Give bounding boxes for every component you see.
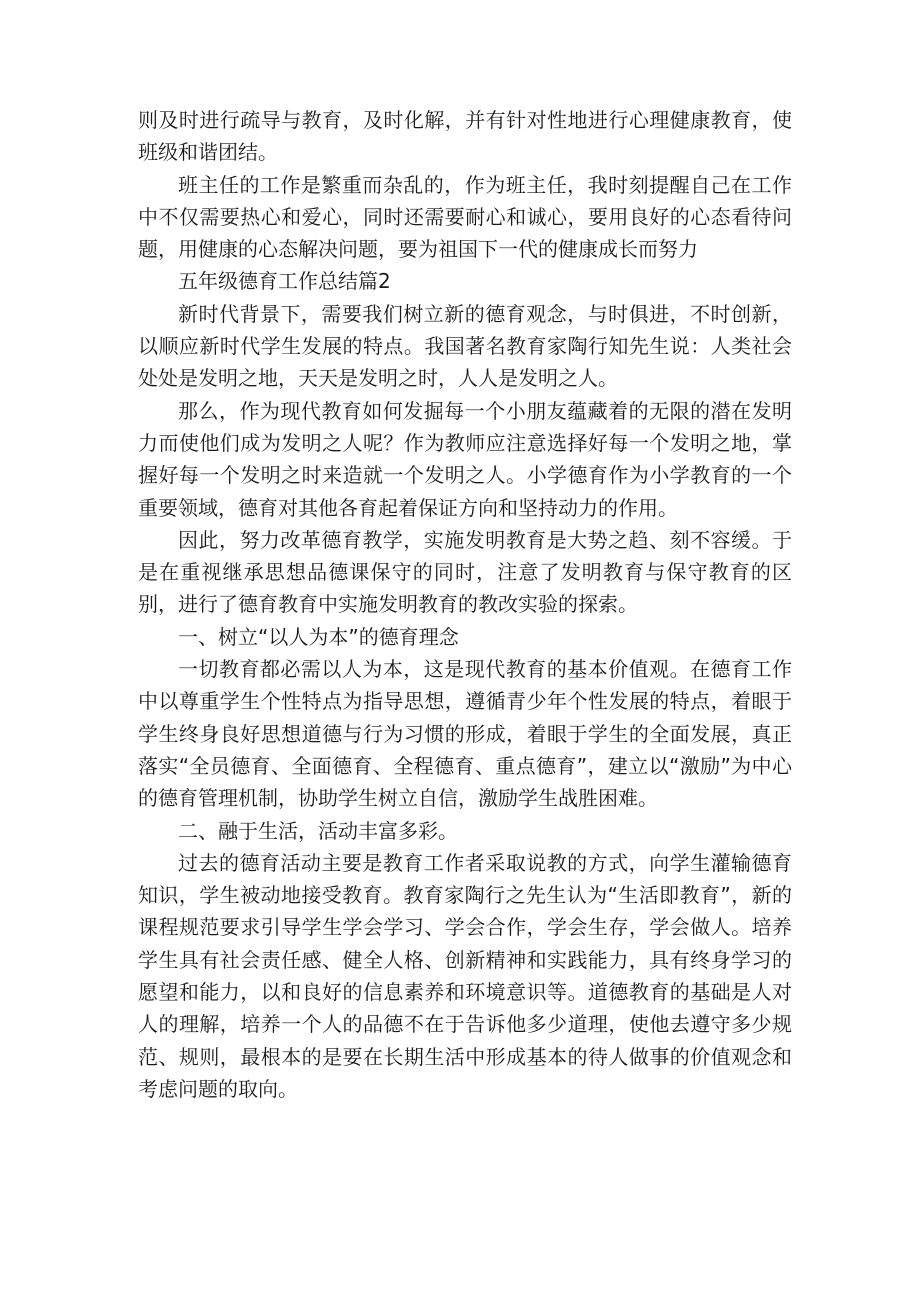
heading-life-activities: 二、融于生活，活动丰富多彩。 bbox=[178, 818, 458, 843]
document-page bbox=[138, 104, 792, 1105]
section-title: 五年级德育工作总结篇2 bbox=[178, 269, 391, 294]
paragraph-life-activities: 过去的德育活动主要是教育工作者采取说教的方式，向学生灌输德育知识，学生被动地接受教育。教育家陶行之先生认为“生活即教育”，新的课程规范要求引导学生学会学习、学会合作，学会生存，学会做人。培养学生具有社会责任感、健全人格、创新精神和实践能力，具有终身学习的愿望和能力，以和良好的信息素养和环境意识等。道德教育的基础是人对人的理解，培养一个人的品德不在于告诉他多少道理，使他去遵守多少规范、规则，最根本的是要在长期生活中形成基本的待人做事的价值观念和考虑问题的取向。 bbox=[138, 850, 792, 1101]
paragraph-people-oriented: 一切教育都必需以人为本，这是现代教育的基本价值观。在德育工作中以尊重学生个性特点为指导思想，遵循青少年个性发展的特点，着眼于学生终身良好思想道德与行为习惯的形成，着眼于学生的全面发展，真正落实“全员德育、全面德育、全程德育、重点德育”，建立以“激励”为中心的德育管理机制，协助学生树立自信，激励学生战胜困难。 bbox=[138, 657, 792, 811]
paragraph-head-teacher-work: 班主任的工作是繁重而杂乱的，作为班主任，我时刻提醒自己在工作中不仅需要热心和爱心，同时还需要耐心和诚心，要用良好的心态看待问题，用健康的心态解决问题，要为祖国下一代的健康成长而努力 bbox=[138, 172, 792, 262]
paragraph-reform: 因此，努力改革德育教学，实施发明教育是大势之趋、刻不容缓。于是在重视继承思想品德课保守的同时，注意了发明教育与保守教育的区别，进行了德育教育中实施发明教育的教改实验的探索。 bbox=[138, 527, 792, 617]
paragraph-new-era: 新时代背景下，需要我们树立新的德育观念，与时俱进，不时创新，以顺应新时代学生发展的特点。我国著名教育家陶行知先生说：人类社会处处是发明之地，天天是发明之时，人人是发明之人。 bbox=[138, 301, 792, 391]
paragraph-invention-question: 那么，作为现代教育如何发掘每一个小朋友蕴藏着的无限的潜在发明力而使他们成为发明之人呢？作为教师应注意选择好每一个发明之地，掌握好每一个发明之时来造就一个发明之人。小学德育作为小学教育的一个重要领域，德育对其他各育起着保证方向和坚持动力的作用。 bbox=[138, 398, 792, 520]
heading-people-oriented: 一、树立“以人为本”的德育理念 bbox=[178, 624, 459, 649]
paragraph-continuation: 则及时进行疏导与教育，及时化解，并有针对性地进行心理健康教育，使班级和谐团结。 bbox=[138, 108, 792, 165]
